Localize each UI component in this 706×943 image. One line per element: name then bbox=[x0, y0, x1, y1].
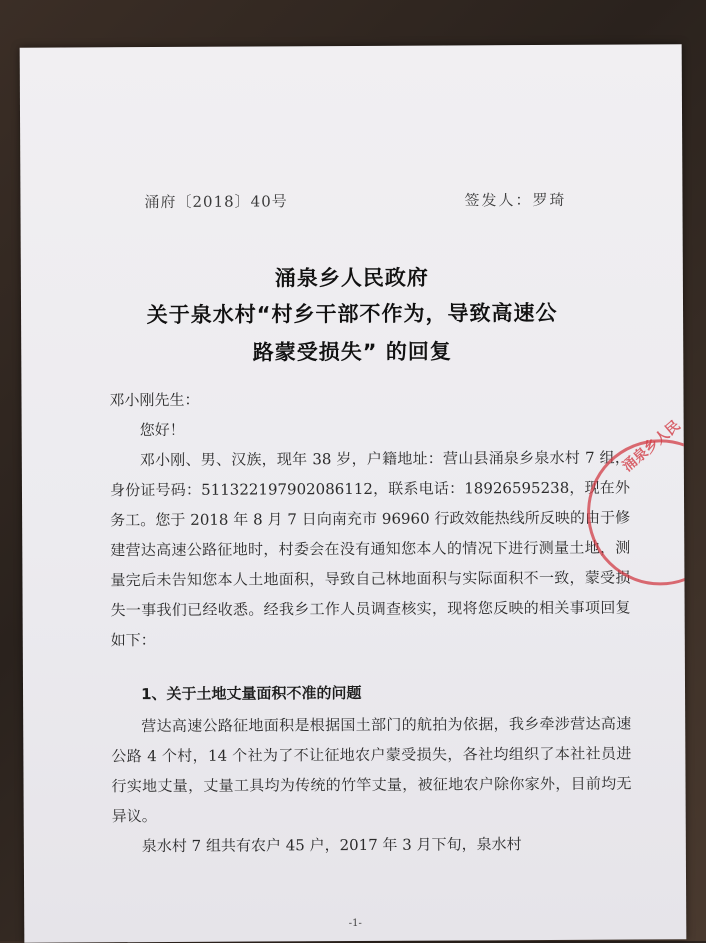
paragraph-2: 营达高速公路征地面积是根据国土部门的航拍为依据，我乡牵涉营达高速公路 4 个村，14 个社为了不让征地农户蒙受损失，各社均组织了本社社员进行实地丈量，丈量工具均为传统的竹竿丈量，被征地农户除你家外，目前均无异议。 bbox=[111, 714, 632, 826]
paragraph-3: 泉水村 7 组共有农户 45 户，2017 年 3 月下旬，泉水村 bbox=[141, 835, 522, 856]
paragraph-1: 邓小刚、男、汉族，现年 38 岁，户籍地址：营山县涌泉乡泉水村 7 组，身份证号码：511322197902086112，联系电话：18926595238，现在外务工。您于 2018 年 8 月 7 日向南充市 96960 行政效能热线所反映的由于修建营达高速公路征地时，村委会在没有通知您本人的情况下进行测量土地，测量完后未告知您本人土地面积，导致自己林地面积与实际面积不一致，蒙受损失一事我们已经收悉。经我乡工作人员调查核实，现将您反映的相关事项回复如下： bbox=[109, 448, 631, 650]
document-page bbox=[20, 44, 687, 942]
section-1-heading: 1、关于土地丈量面积不准的问题 bbox=[141, 683, 362, 704]
title-line-2: 关于泉水村“村乡干部不作为，导致高速公 bbox=[146, 300, 558, 328]
header-row bbox=[144, 189, 566, 215]
greeting: 您好！ bbox=[139, 420, 185, 440]
title-line-1: 涌泉乡人民政府 bbox=[274, 265, 429, 291]
title-line-3: 路蒙受损失” 的回复 bbox=[252, 339, 452, 365]
document-number: 涌府〔2018〕40号 bbox=[144, 192, 288, 212]
page-number: -1- bbox=[348, 917, 362, 930]
salutation: 邓小刚先生： bbox=[109, 390, 200, 410]
seal-text: 涌泉乡人民 bbox=[619, 417, 684, 476]
issuer-signature: 签发人：罗琦 bbox=[464, 190, 567, 210]
